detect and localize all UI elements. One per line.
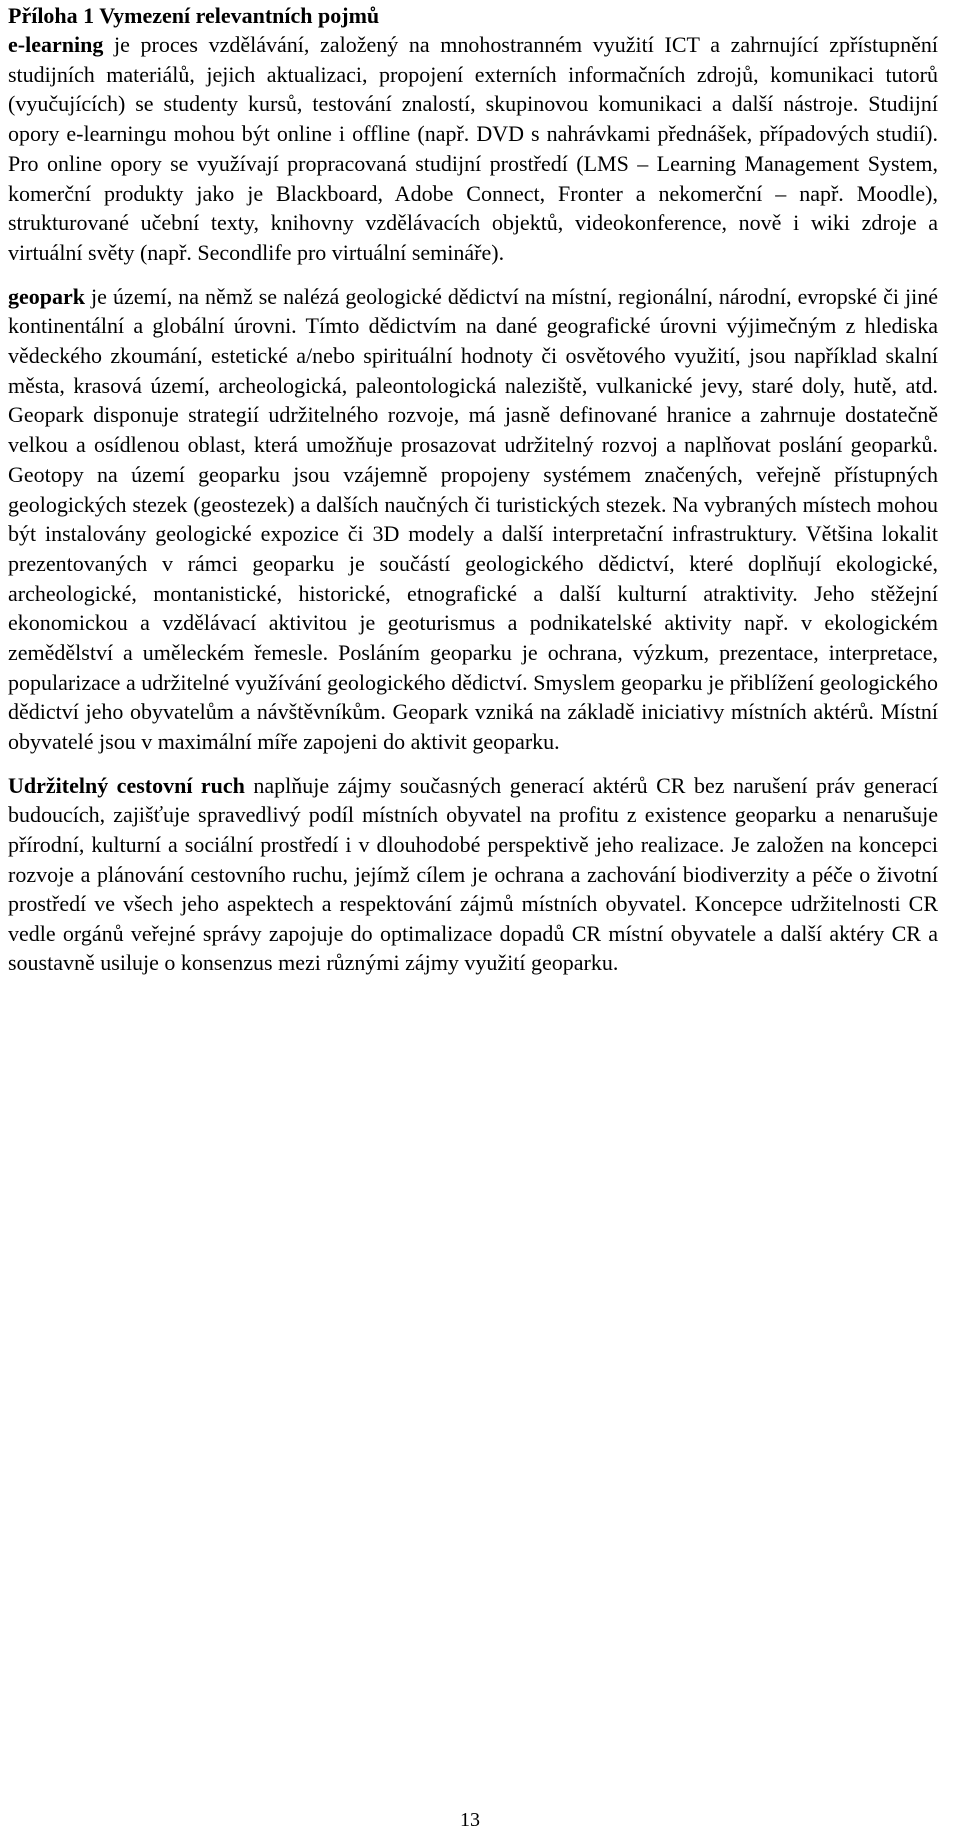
definition-text-geopark: je území, na němž se nalézá geologické dědictví na místní, regionální, národní, evropské či jiné kontinentální a globální úrovni. Tímto dědictvím na dané geografické úrovni výjimečným z hlediska vědeckého zkoumání, estetické a/nebo spirituální hodnoty či osvětového využití, jsou například skalní města, krasová území, archeologická, paleontologická naleziště, vulkanické jevy, staré doly, hutě, atd. Geopark disponuje strategií udržitelného rozvoje, má jasně definované hranice a zahrnuje dostatečně velkou a osídlenou oblast, která umožňuje prosazovat udržitelný rozvoj a naplňovat poslání geoparků. Geotopy na území geoparku jsou vzájemně propojeny systémem značených, veřejně přístupných geologických stezek (geostezek) a dalších naučných či turistických stezek. Na vybraných místech mohou být instalovány geologické expozice či 3D modely a další interpretační infrastruktury. Většina lokalit prezentovaných v rámci geoparku je součástí geologického dědictví, které doplňují ekologické, archeologické, montanistické, historické, etnografické a další kulturní atraktivity. Jeho stěžejní ekonomickou a vzdělávací aktivitou je geoturismus a podnikatelské aktivity např. v ekologickém zemědělství a uměleckém řemesle. Posláním geoparku je ochrana, výzkum, prezentace, interpretace, popularizace a udržitelné využívání geologického dědictví. Smyslem geoparku je přiblížení geologického dědictví jeho obyvatelům a návštěvníkům. Geopark vzniká na základě iniciativy místních aktérů. Místní obyvatelé jsou v maximální míře zapojeni do aktivit geoparku.: [8, 283, 938, 755]
definition-sustainable-tourism: [8, 771, 938, 978]
document-page: [8, 2, 938, 978]
definition-geopark: [8, 282, 938, 757]
definition-text-e-learning: je proces vzdělávání, založený na mnohostranném využití ICT a zahrnující zpřístupnění studijních materiálů, jejich aktualizaci, propojení externích informačních zdrojů, komunikaci tutorů (vyučujících) se studenty kursů, testování znalostí, skupinovou komunikaci a další nástroje. Studijní opory e-learningu mohou být online i offline (např. DVD s nahrávkami přednášek, případových studií). Pro online opory se využívají propracovaná studijní prostředí (LMS – Learning Management System, komerční produkty jako je Blackboard, Adobe Connect, Fronter a nekomerční – např. Moodle), strukturované učební texty, knihovny vzdělávacích objektů, videokonference, nově i wiki zdroje a virtuální světy (např. Secondlife pro virtuální semináře).: [8, 32, 938, 265]
term-geopark: geopark: [8, 283, 85, 309]
definition-e-learning: [8, 30, 938, 268]
term-e-learning: e-learning: [8, 32, 104, 57]
page-number: 13: [460, 1809, 480, 1831]
appendix-heading: Příloha 1 Vymezení relevantních pojmů: [8, 3, 380, 28]
term-sustainable-tourism: Udržitelný cestovní ruch: [8, 772, 245, 798]
definition-text-sustainable-tourism: naplňuje zájmy současných generací aktérů CR bez narušení práv generací budoucích, zajišťuje spravedlivý podíl místních obyvatel na profitu z existence geoparku a nenarušuje přírodní, kulturní a sociální prostředí i v dlouhodobé perspektivě jeho realizace. Je založen na koncepci rozvoje a plánování cestovního ruchu, jejímž cílem je ochrana a zachování biodiverzity a péče o životní prostředí ve všech jeho aspektech a respektování zájmů místních obyvatel. Koncepce udržitelnosti CR vedle orgánů veřejné správy zapojuje do optimalizace dopadů CR místní obyvatele a další aktéry CR a soustavně usiluje o konsenzus mezi různými zájmy využití geoparku.: [8, 772, 939, 976]
